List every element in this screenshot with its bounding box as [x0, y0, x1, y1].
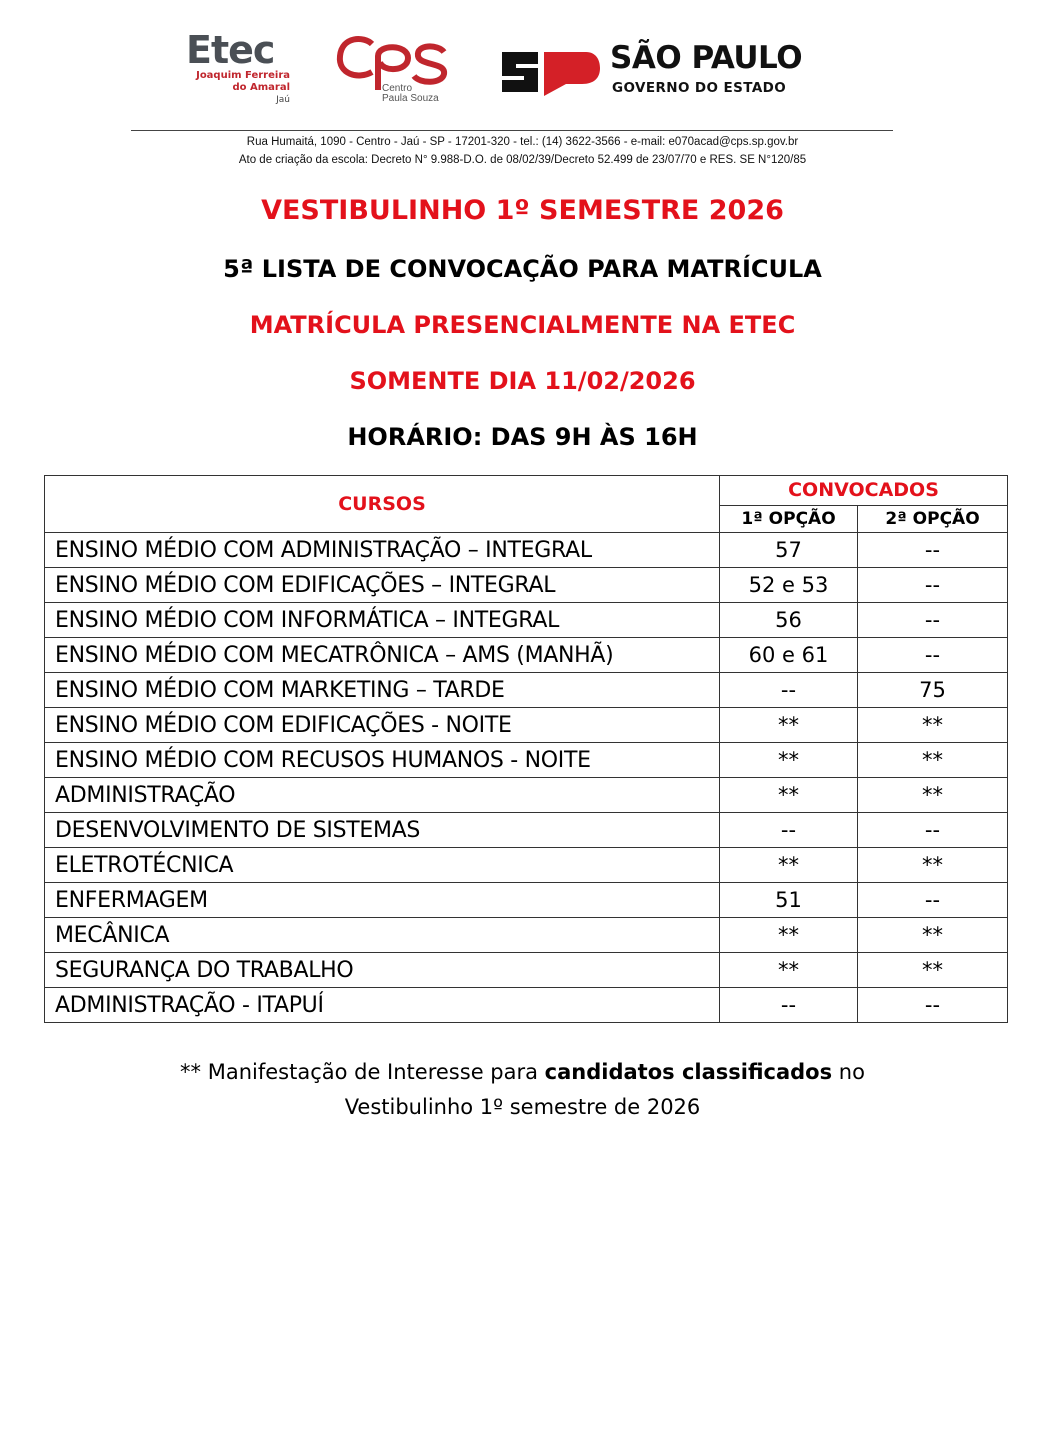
first-option-value: -- [720, 988, 858, 1023]
title-date: SOMENTE DIA 11/02/2026 [349, 367, 696, 395]
table-row [45, 673, 1008, 708]
second-option-value: -- [858, 533, 1008, 568]
first-option-value: ** [720, 848, 858, 883]
second-option-value: ** [858, 708, 1008, 743]
course-name: SEGURANÇA DO TRABALHO [45, 953, 720, 988]
first-option-value: -- [720, 673, 858, 708]
footnote-suffix: no [832, 1060, 865, 1084]
course-name: ADMINISTRAÇÃO - ITAPUÍ [45, 988, 720, 1023]
etec-logo-line1: Joaquim Ferreira [196, 70, 290, 81]
table-row [45, 638, 1008, 673]
second-option-value: -- [858, 988, 1008, 1023]
cps-logo [334, 32, 454, 108]
header-opcao-2: 2ª OPÇÃO [858, 505, 1008, 532]
title-vestibulinho: VESTIBULINHO 1º SEMESTRE 2026 [261, 195, 784, 226]
footnote-prefix: ** Manifestação de Interesse para [180, 1060, 545, 1084]
sp-logo-mark [494, 42, 604, 102]
course-name: ENSINO MÉDIO COM INFORMÁTICA – INTEGRAL [45, 603, 720, 638]
convocation-table [44, 475, 1008, 1023]
second-option-value: ** [858, 743, 1008, 778]
course-name: DESENVOLVIMENTO DE SISTEMAS [45, 813, 720, 848]
cps-logo-text [382, 84, 439, 104]
course-name: ENSINO MÉDIO COM EDIFICAÇÕES - NOITE [45, 708, 720, 743]
first-option-value: ** [720, 778, 858, 813]
etec-logo-name: Etec [186, 28, 275, 72]
table-row [45, 708, 1008, 743]
table-row [45, 953, 1008, 988]
table-row [45, 603, 1008, 638]
header-cursos: CURSOS [45, 476, 720, 533]
first-option-value: ** [720, 918, 858, 953]
table-row [45, 883, 1008, 918]
table-row [45, 988, 1008, 1023]
second-option-value: 75 [858, 673, 1008, 708]
first-option-value: 51 [720, 883, 858, 918]
sp-logo-subtitle: GOVERNO DO ESTADO [612, 80, 787, 96]
title-enrollment-mode: MATRÍCULA PRESENCIALMENTE NA ETEC [249, 311, 796, 339]
first-option-value: 60 e 61 [720, 638, 858, 673]
title-convocation-list: 5ª LISTA DE CONVOCAÇÃO PARA MATRÍCULA [223, 255, 822, 283]
course-name: ENSINO MÉDIO COM ADMINISTRAÇÃO – INTEGRAL [45, 533, 720, 568]
etec-logo-city: Jaú [276, 95, 290, 105]
second-option-value: -- [858, 883, 1008, 918]
header-opcao-1: 1ª OPÇÃO [720, 505, 858, 532]
second-option-value: -- [858, 603, 1008, 638]
header-convocados: CONVOCADOS [720, 476, 1008, 506]
course-name: ENFERMAGEM [45, 883, 720, 918]
course-name: ELETROTÉCNICA [45, 848, 720, 883]
etec-logo-line2: do Amaral [232, 82, 290, 93]
etec-logo [186, 30, 296, 106]
table-row [45, 848, 1008, 883]
school-address: Rua Humaitá, 1090 - Centro - Jaú - SP - 17201-320 - tel.: (14) 3622-3566 - e-mail: e070acad@cps.sp.gov.br [246, 136, 799, 148]
first-option-value: ** [720, 708, 858, 743]
second-option-value: ** [858, 848, 1008, 883]
first-option-value: 57 [720, 533, 858, 568]
footnote-bold: candidatos classificados [544, 1060, 833, 1084]
first-option-value: 52 e 53 [720, 568, 858, 603]
second-option-value: ** [858, 778, 1008, 813]
cps-logo-line1: Centro [382, 83, 413, 94]
footnote-line2: Vestibulinho 1º semestre de 2026 [344, 1095, 701, 1119]
table-row [45, 533, 1008, 568]
sao-paulo-logo [494, 42, 824, 102]
first-option-value: ** [720, 953, 858, 988]
table-row [45, 778, 1008, 813]
header-divider [131, 130, 893, 131]
table-row [45, 813, 1008, 848]
school-decree: Ato de criação da escola: Decreto N° 9.988-D.O. de 08/02/39/Decreto 52.499 de 23/07/70 e RES. SE N°120/85 [238, 154, 807, 166]
course-name: ENSINO MÉDIO COM EDIFICAÇÕES – INTEGRAL [45, 568, 720, 603]
first-option-value: ** [720, 743, 858, 778]
second-option-value: -- [858, 638, 1008, 673]
course-name: ENSINO MÉDIO COM MARKETING – TARDE [45, 673, 720, 708]
course-name: ADMINISTRAÇÃO [45, 778, 720, 813]
first-option-value: -- [720, 813, 858, 848]
course-name: MECÂNICA [45, 918, 720, 953]
second-option-value: -- [858, 568, 1008, 603]
title-hours: HORÁRIO: DAS 9H ÀS 16H [347, 423, 698, 451]
sp-logo-title: SÃO PAULO [610, 40, 803, 76]
first-option-value: 56 [720, 603, 858, 638]
table-row [45, 918, 1008, 953]
course-name: ENSINO MÉDIO COM RECUSOS HUMANOS - NOITE [45, 743, 720, 778]
table-row [45, 568, 1008, 603]
second-option-value: ** [858, 953, 1008, 988]
footnote [0, 1055, 1045, 1125]
cps-logo-line2: Paula Souza [382, 93, 439, 104]
page-header [0, 28, 1045, 123]
table-row [45, 743, 1008, 778]
course-name: ENSINO MÉDIO COM MECATRÔNICA – AMS (MANHÃ) [45, 638, 720, 673]
second-option-value: ** [858, 918, 1008, 953]
second-option-value: -- [858, 813, 1008, 848]
